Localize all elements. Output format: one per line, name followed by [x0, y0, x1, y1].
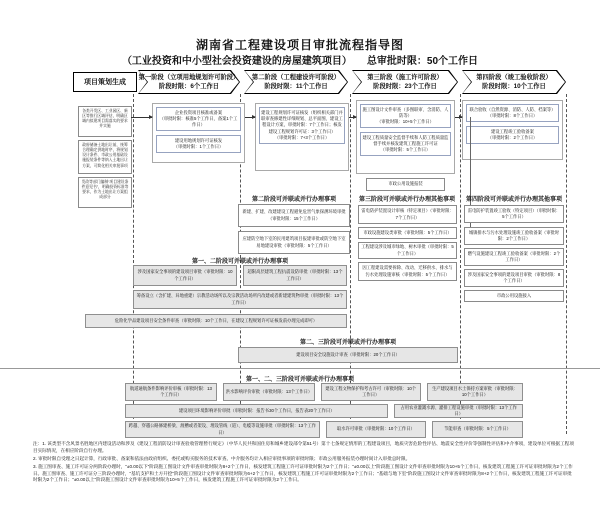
stage2-box-planning-permit [259, 107, 345, 144]
stage-divider-dashed [566, 94, 567, 434]
box-limit: （审批时限：核准5个工作日，备案1个工作日） [159, 116, 238, 128]
par12-header: 第一、二阶段可并联或并行办理事项 [191, 259, 288, 265]
stage3-limit: 阶段时限：23个工作日 [373, 83, 437, 91]
stage1-box-approval [156, 107, 241, 131]
page-subtitle: （工业投资和中小型社会投资建设的房屋建筑项目） 总审批时限：50个工作日 [121, 56, 479, 67]
par123-item-8: 取水许可审批（审批时限：10个工作日） [326, 421, 426, 438]
box-title: 建设工程质量安全监督手续和人防工程质量监督手续并核发建筑工程施工许可证 [362, 135, 449, 147]
box-limit: （审批时限：10+5个工作日） [377, 119, 434, 125]
par3-item-4: 因工程建设需要拆除、改动、迁移供水、排水与污水处理设施审核（审批时限：5个工作日） [358, 262, 457, 281]
par12-item-1: 涉及国家安全事项的建设项目审批（审批时限：10个工作日） [133, 265, 237, 286]
stage-banner-1 [138, 70, 240, 94]
par123-item-5: 建设项目环境影响评价审批（审批时限：报告书30个工作日，报告表20个工作日） [125, 404, 388, 418]
par3-item-3: 工程建设涉及城市绿地、树木审批（审批时限：5个工作日） [358, 242, 457, 259]
box-title: 施工图设计文件审查（多图联审、含消防、人防等） [362, 107, 449, 119]
stage1-name: 第一阶段（立项用地规划许可阶段） [138, 74, 240, 81]
stage2-name: 第二阶段（工程建设许可阶段） [251, 74, 341, 81]
planning-header-label: 项目策划生成 [84, 79, 126, 86]
par123-row-1 [125, 383, 523, 401]
par12-item-4: 危险化学品建设项目安全条件审查（审批时限：10个工作日，在建设工程规划许可证核发前办理完成即可） [85, 314, 347, 328]
flow-arrow-1 [131, 117, 152, 118]
planning-header-box [73, 72, 137, 92]
stage3-utility-apply-box: 市政公用设施报装 [366, 178, 445, 191]
par12-item-2: 超限高层建筑工程抗震设防审批（审批时限：13个工作日） [243, 265, 347, 286]
box-limit: （审批时限：7+3个工作日） [274, 134, 330, 140]
box-title: 联合验收（自然资源、消防、人防、档案等） [469, 107, 556, 112]
par4-item-3: 燃气设施建设工程竣工验收备案（审批时限：2个工作日） [464, 248, 564, 266]
flow-arrow-3 [349, 117, 356, 118]
par4-item-5: 市政公用设施接入 [464, 290, 564, 302]
par23-item-1: 建设项目安全设施设计审查（审批时限：20个工作日） [238, 347, 458, 363]
par2-header: 第二阶段可并联或并行办理事项 [251, 197, 336, 203]
footnote-1: 注：1. 该类型不含风景名胜地区内建设活动和涉及《建设工程消防设计审查验收管理暂行规定》（中华人民共和国住房和城乡建设部令第51号）第十七条规定情形的工程建设项目，地质灾害危险性评估、地震安全性评价等强制性评估和中介事项，建设单位可根据工程项目实际情况，在相应阶段自行办理。 [33, 441, 574, 453]
par123-item-1: 航道通航条件影响评价审核（审批时限：13个工作日） [125, 383, 217, 401]
par12-item-3: 筹备设立（含扩建、异地重建）宗教活动场所以及宗教活动场所内改建或者新建建筑物审批（审批时限：13个工作日） [133, 290, 347, 309]
par123-item-4: 生产建设项目水土保持方案审批（审批时限：10个工作日） [427, 383, 523, 401]
box-limit: （审批时限：5个工作日） [380, 147, 431, 153]
par123-item-2: 洪水影响评价审批（审批时限：13个工作日） [223, 383, 315, 401]
stage-banner-3 [352, 70, 458, 94]
par3-item-2: 市政设施建设类审批（审批时限：5个工作日） [358, 227, 457, 239]
box-title: 建设工程规划许可证核发（组织相关部门并联审查修建性详细规划、总平面图、建设工程设计方案，审批时限：7个工作日；核发建设工程规划许可证：3个工作日） [261, 110, 343, 134]
footnotes [33, 441, 575, 485]
box-limit: （审批时限：8个工作日） [487, 113, 538, 119]
box-limit: （审批时限：2个工作日） [487, 135, 538, 141]
box-title: 建设工程竣工验收备案 [491, 129, 534, 135]
stage3-container [356, 100, 455, 174]
stage3-box-construction-permit [360, 132, 451, 156]
stage4-box-joint-acceptance [466, 104, 559, 122]
par2-item-2: 应建防空地下室的民用建筑项目报建审批或防空地下室易地建设审批（审批时限：5个工作日） [238, 231, 350, 254]
page-title: 湖南省工程建设项目审批流程指导图 [195, 38, 404, 52]
stage4-container [462, 100, 563, 160]
par123-row-2 [125, 404, 523, 418]
stage4-name: 第四阶段（竣工验收阶段） [476, 74, 552, 81]
par123-row-3 [125, 421, 523, 438]
section-divider-line [0, 368, 600, 369]
par4-item-1: 雷电防护装置竣工验收（特定项目）（审批时限：5个工作日） [464, 205, 564, 223]
par123-item-3: 建设工程文物保护和考古许可（审批时限：10个工作日） [321, 383, 421, 401]
stage3-box-drawing-review [360, 104, 451, 128]
par123-item-9: 节能审查（审批时限：5个工作日） [432, 421, 523, 438]
par123-header: 第一、二、三阶段可并联或并行办理事项 [245, 377, 354, 383]
stage4-limit: 阶段时限：10个工作日 [482, 83, 546, 91]
stage-banner-2 [244, 70, 348, 94]
planning-box-3: 发改等部门编制“项目建设条件意见书”，明确投资标准等要求，作为土地出让方案组成部分 [78, 177, 132, 208]
footnote-3: 3. 施工图审查、施工许可证分两阶段办理时，“±0.00以下”阶段施工图设计文件审查审批时限为8+2个工作日，核发建筑工程施工许可证审批时限为2个工作日；“±0.00以上”阶段施工图设计文件审查审批时限为10+5个工作日，核发建筑工程施工许可证审批时限为2个工作日。施工图审查、施工许可证分三阶段办理时，“基坑支护和土方开挖”阶段施工图设计文件审查审批时限为6+2个工作日，核发建筑工程施工许可证审批时限为2个工作日；“基础与地下室”阶段施工图设计文件审查审批时限为8+2个工作日，核发建筑工程施工许可证审批时限为2个工作日；“±0.00以上”阶段施工图设计文件审查审批时限为10+5个工作日，核发建筑工程施工许可证审批时限为2个工作日。 [33, 463, 573, 483]
stage-banner-4 [462, 70, 566, 94]
planning-box-2: 政府储备土地出让前，统筹合理确定供地时序，将规划设计条件、市政公用基础设施报装条件等纳入土地出让方案，可简化相关审批事项 [78, 140, 132, 174]
par3-item-1: 雷电防护装置设计审核（特定项目）（审批时限：7个工作日） [358, 205, 457, 224]
par2-item-1: 新建、扩建、改建建设工程避免危害气象探测环境审批（审批时限：15个工作日） [238, 204, 350, 227]
stage4-box-completion-record [466, 126, 559, 144]
flow-arrow-2 [245, 117, 255, 118]
flow-arrow-4 [455, 117, 462, 118]
par123-item-6: 占用农业灌溉水源、灌排工程设施审批（审批时限：13个工作日） [394, 404, 523, 418]
stage2-container [255, 103, 349, 171]
footnote-2: 2. 审批时限自受理之日起计算，行政审批、备案和依法由政府组织、委托或购买服务的技术审查、中介服务均计入相应审批事项的审批时限；市政公用服务报装办理时间计入审批总时限。 [33, 455, 411, 461]
box-title: 企业投资项目核准或备案 [174, 110, 223, 115]
par23-header: 第二、三阶段可并联或并行办理事项 [299, 340, 396, 346]
par4-item-2: 城镇排水与污水处理设施竣工验收备案（审批时限：2个工作日） [464, 227, 564, 245]
stage1-limit: 阶段时限：6个工作日 [158, 83, 220, 91]
par4-header: 第四阶段可并联或并行办理其他事项 [465, 197, 562, 203]
par3-header: 第三阶段可并联或并行办理其他事项 [358, 197, 455, 203]
stage1-container [152, 103, 245, 163]
par4-item-4: 涉及国家安全事项的建设项目审批（审批时限：8个工作日） [464, 269, 564, 287]
stage3-name: 第三阶段（施工许可阶段） [367, 74, 443, 81]
stage1-box-land-permit [156, 135, 241, 153]
box-limit: （审批时限：1个工作日） [173, 144, 224, 150]
stage2-limit: 阶段时限：11个工作日 [264, 83, 328, 91]
box-title: 建设用地规划许可证核发 [174, 138, 223, 144]
planning-box-1: 各类开发区、工业园区、新区等推行区域评估，明确区域内拟建项目需落实的要求并实施 [78, 106, 132, 137]
par123-item-7: 跨越、穿越公路修建桥梁、渡槽或者架设、埋设管线（道）、电缆等设施审批（审批时限：13个工作日） [125, 421, 320, 438]
